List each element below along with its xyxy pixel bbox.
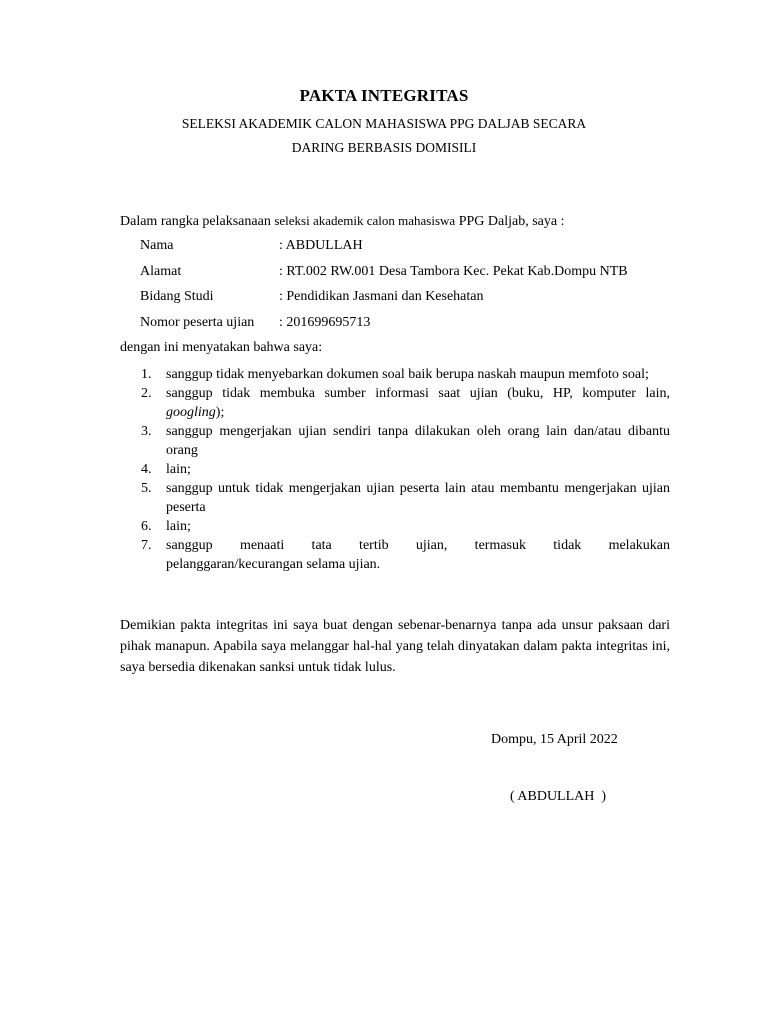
list-number: 3. [141,424,152,439]
closing-paragraph: Demikian pakta integritas ini saya buat dengan sebenar-benarnya tanpa ada unsur paksaan dari pihak manapun. Apabila saya melanggar hal-hal yang telah dinyatakan dalam pakta integritas ini, saya bersedia dikenakan sanksi untuk tidak lulus. [120,618,670,675]
list-item [120,460,670,479]
info-label: Bidang Studi [140,289,214,304]
info-label: Nama [140,238,174,253]
info-value: : ABDULLAH [279,238,363,253]
document-subtitle-line1: SELEKSI AKADEMIK CALON MAHASISWA PPG DALJAB SECARA [181,116,587,131]
intro-part2: seleksi akademik calon mahasiswa [274,213,456,228]
info-label: Alamat [140,264,182,279]
list-text-italic: googling [166,405,216,420]
date-line: Dompu, 15 April 2022 [491,732,618,747]
list-number: 1. [141,367,152,382]
list-number: 6. [141,519,152,534]
list-number: 2. [141,386,152,401]
intro-part1: Dalam rangka pelaksanaan [120,214,275,229]
statement-line: dengan ini menyatakan bahwa saya: [120,340,323,355]
statement-list [120,365,670,574]
info-label: Nomor peserta ujian [140,315,255,330]
list-text: sanggup tidak membuka sumber informasi saat ujian (buku, HP, komputer lain, [166,386,670,401]
intro-part3: PPG Daljab, saya : [455,214,565,229]
list-item [120,517,670,536]
info-value: : 201699695713 [279,315,371,330]
intro-sentence [120,213,564,230]
list-text-line2: pelanggaran/kecurangan selama ujian. [166,557,381,572]
list-item [120,536,670,574]
list-number: 7. [141,538,152,553]
list-item [120,479,670,517]
info-value: : Pendidikan Jasmani dan Kesehatan [279,289,484,304]
list-text-wrapper [166,384,670,422]
list-item [120,422,670,460]
list-text: sanggup untuk tidak mengerjakan ujian peserta lain atau membantu mengerjakan ujian peserta [166,481,670,515]
list-text: sanggup menaati tata tertib ujian, termasuk tidak melakukan [166,538,670,553]
list-number: 4. [141,462,152,477]
signature-name: ( ABDULLAH ) [510,789,607,804]
document-title: PAKTA INTEGRITAS [299,86,469,105]
list-text-after: ); [215,405,225,420]
list-text: lain; [166,519,191,534]
list-item [120,384,670,422]
document-subtitle-line2: DARING BERBASIS DOMISILI [291,140,477,155]
info-value: : RT.002 RW.001 Desa Tambora Kec. Pekat Kab.Dompu NTB [279,264,628,279]
list-text: sanggup mengerjakan ujian sendiri tanpa dilakukan oleh orang lain dan/atau dibantu orang [166,424,670,458]
list-text: lain; [166,462,191,477]
list-item [120,365,670,384]
list-number: 5. [141,481,152,496]
list-text: sanggup tidak menyebarkan dokumen soal baik berupa naskah maupun memfoto soal; [166,367,649,382]
